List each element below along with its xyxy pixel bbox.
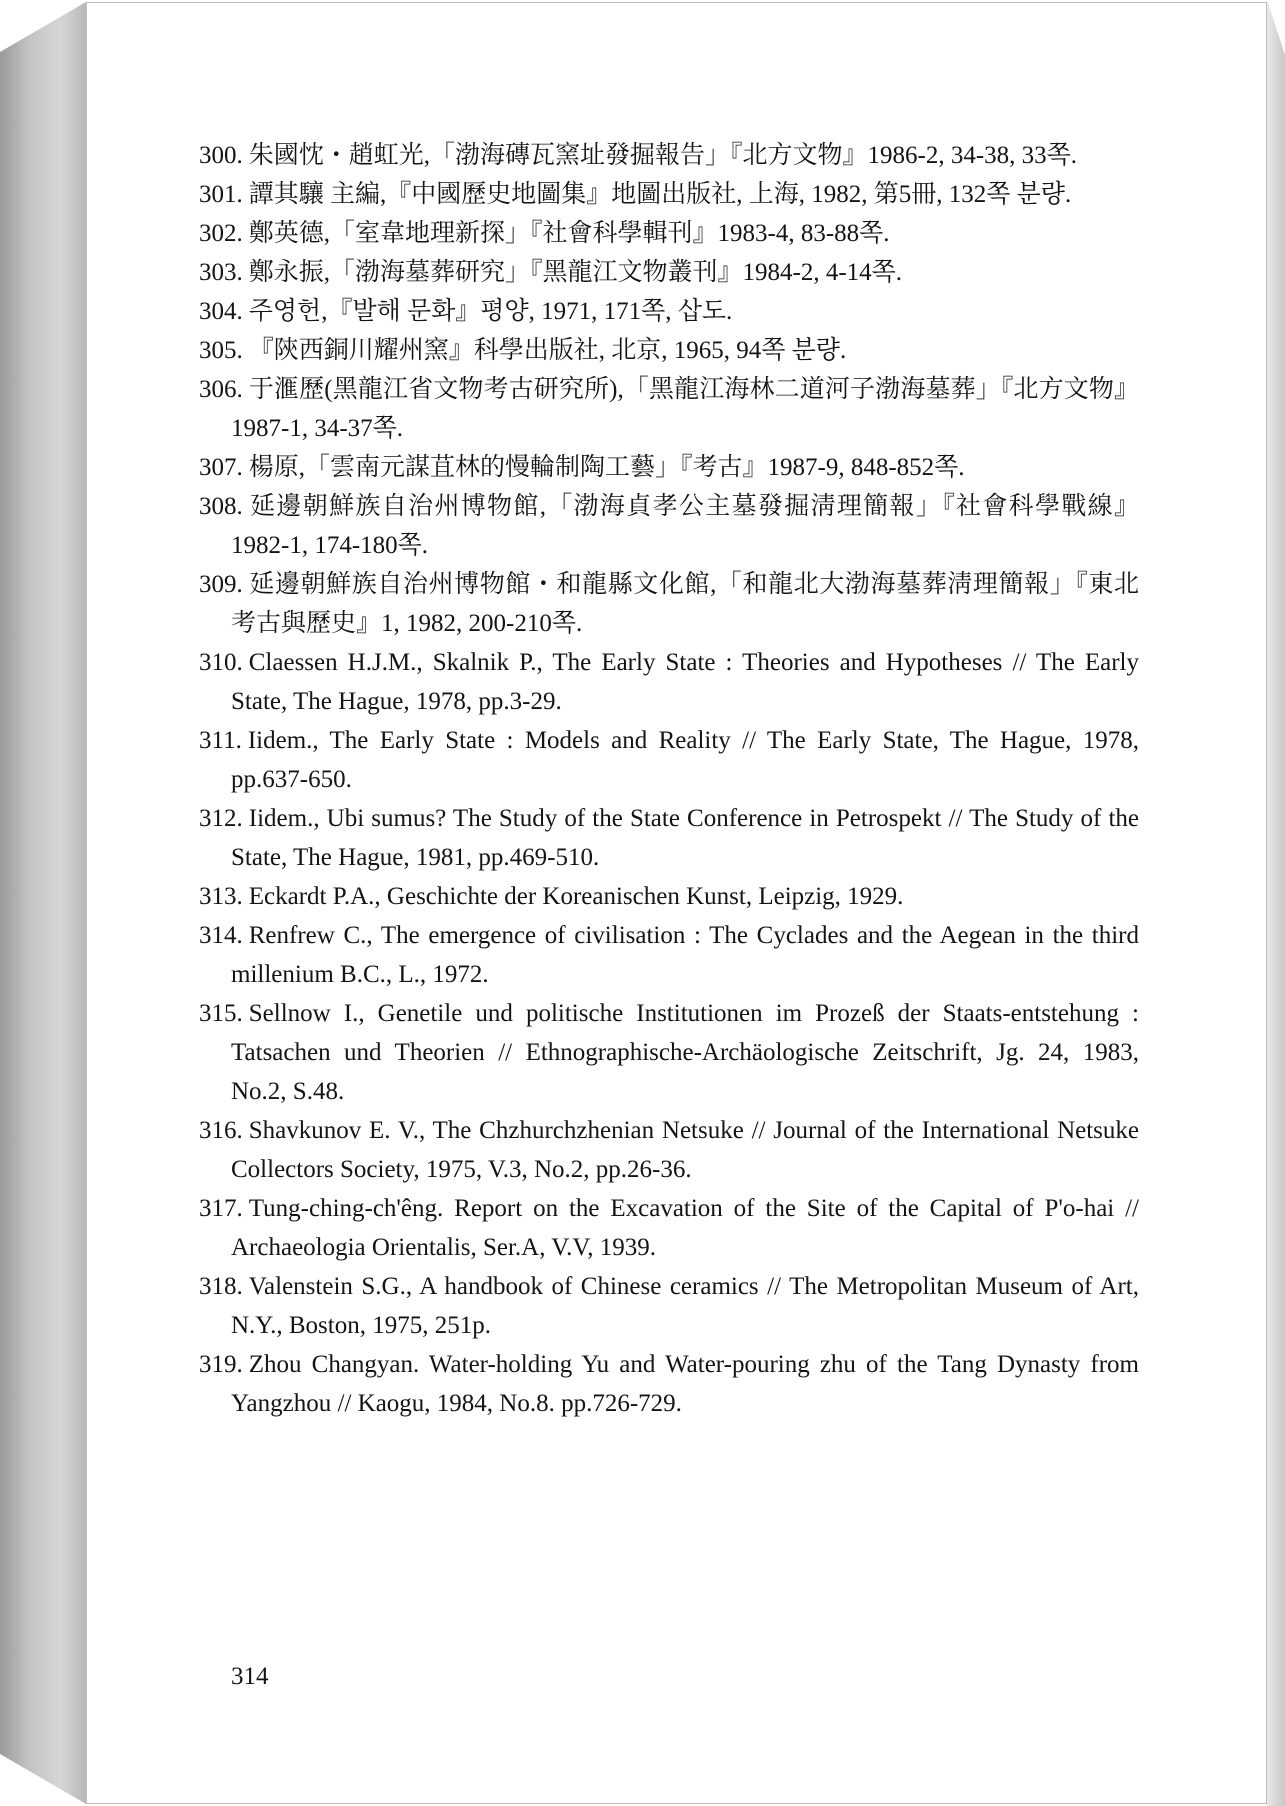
book-edge-right [1267,0,1285,1806]
reference-text: Sellnow I., Genetile und politische Institutionen im Prozeß der Staats-entstehung : Tatsachen und Theorien // Ethnographische-Archäologische Zeitschrift, Jg. 24, 1983, No.2, S.48. [231,1000,1139,1105]
reference-number: 312. [199,805,243,832]
reference-number: 302. [199,220,243,247]
reference-text: 주영헌,『발해 문화』평양, 1971, 171쪽, 삽도. [248,298,733,325]
reference-text: 鄭英德,「室韋地理新探」『社會科學輯刊』1983-4, 83-88쪽. [248,220,890,247]
reference-item [199,487,1139,565]
reference-item [199,565,1139,643]
reference-text: Tung-ching-ch'êng. Report on the Excavation of the Site of the Capital of P'o-hai // Archaeologia Orientalis, Ser.A, V.V, 1939. [231,1195,1139,1261]
reference-item [199,370,1139,448]
reference-item [199,799,1139,877]
page-number: 314 [231,1663,269,1690]
reference-text: 楊原,「雲南元謀苴林的慢輪制陶工藝」『考古』1987-9, 848-852쪽. [248,454,965,481]
reference-item [199,1111,1139,1189]
reference-number: 304. [199,298,243,325]
reference-item [199,994,1139,1111]
reference-text: 朱國忱・趙虹光,「渤海磚瓦窯址發掘報告」『北方文物』1986-2, 34-38, 33쪽. [248,142,1078,169]
reference-number: 319. [199,1351,243,1378]
reference-text: 延邊朝鮮族自治州博物館・和龍縣文化館,「和龍北大渤海墓葬淸理簡報」『東北考古與歷史』1, 1982, 200-210쪽. [231,571,1139,637]
reference-number: 313. [199,883,243,910]
reference-item [199,175,1139,214]
reference-item [199,136,1139,175]
reference-number: 316. [199,1117,243,1144]
reference-number: 311. [199,727,242,754]
reference-text: Iidem., The Early State : Models and Reality // The Early State, The Hague, 1978, pp.637-650. [231,727,1139,793]
reference-item [199,1267,1139,1345]
reference-item [199,916,1139,994]
reference-item [199,1189,1139,1267]
reference-number: 317. [199,1195,243,1222]
reference-item [199,643,1139,721]
reference-number: 318. [199,1273,243,1300]
reference-item [199,721,1139,799]
reference-item [199,214,1139,253]
reference-number: 310. [199,649,243,676]
reference-text: 譚其驤 主編,『中國歷史地圖集』地圖出版社, 上海, 1982, 第5冊, 132쪽 분량. [248,181,1072,208]
reference-text: Shavkunov E. V., The Chzhurchzhenian Netsuke // Journal of the International Netsuke Collectors Society, 1975, V.3, No.2, pp.26-36. [231,1117,1139,1183]
reference-text: Zhou Changyan. Water-holding Yu and Water-pouring zhu of the Tang Dynasty from Yangzhou // Kaogu, 1984, No.8. pp.726-729. [231,1351,1139,1417]
reference-number: 301. [199,181,243,208]
reference-text: 延邊朝鮮族自治州博物館,「渤海貞孝公主墓發掘淸理簡報」『社會科學戰線』1982-1, 174-180쪽. [231,493,1139,559]
book-edge-left [0,2,86,1804]
reference-item [199,331,1139,370]
reference-item [199,292,1139,331]
reference-item [199,877,1139,916]
reference-text: 于滙歷(黑龍江省文物考古研究所),「黑龍江海林二道河子渤海墓葬」『北方文物』1987-1, 34-37쪽. [231,376,1139,442]
reference-text: Eckardt P.A., Geschichte der Koreanischen Kunst, Leipzig, 1929. [248,883,904,910]
reference-number: 315. [199,1000,243,1027]
reference-number: 314. [199,922,243,949]
reference-number: 308. [199,493,243,520]
reference-item [199,448,1139,487]
reference-text: Claessen H.J.M., Skalnik P., The Early State : Theories and Hypotheses // The Early State, The Hague, 1978, pp.3-29. [231,649,1139,715]
reference-number: 305. [199,337,243,364]
reference-text: 鄭永振,「渤海墓葬研究」『黑龍江文物叢刊』1984-2, 4-14쪽. [248,259,903,286]
reference-number: 307. [199,454,243,481]
reference-number: 300. [199,142,243,169]
reference-text: Iidem., Ubi sumus? The Study of the State Conference in Petrospekt // The Study of the State, The Hague, 1981, pp.469-510. [231,805,1139,871]
reference-text: Valenstein S.G., A handbook of Chinese ceramics // The Metropolitan Museum of Art, N.Y., Boston, 1975, 251p. [231,1273,1139,1339]
reference-item [199,1345,1139,1423]
reference-item [199,253,1139,292]
reference-number: 306. [199,376,243,403]
reference-number: 309. [199,571,243,598]
reference-number: 303. [199,259,243,286]
reference-list [199,136,1139,1423]
reference-text: Renfrew C., The emergence of civilisation : The Cyclades and the Aegean in the third millenium B.C., L., 1972. [231,922,1139,988]
reference-text: 『陝西銅川耀州窯』科學出版社, 北京, 1965, 94쪽 분량. [248,337,847,364]
